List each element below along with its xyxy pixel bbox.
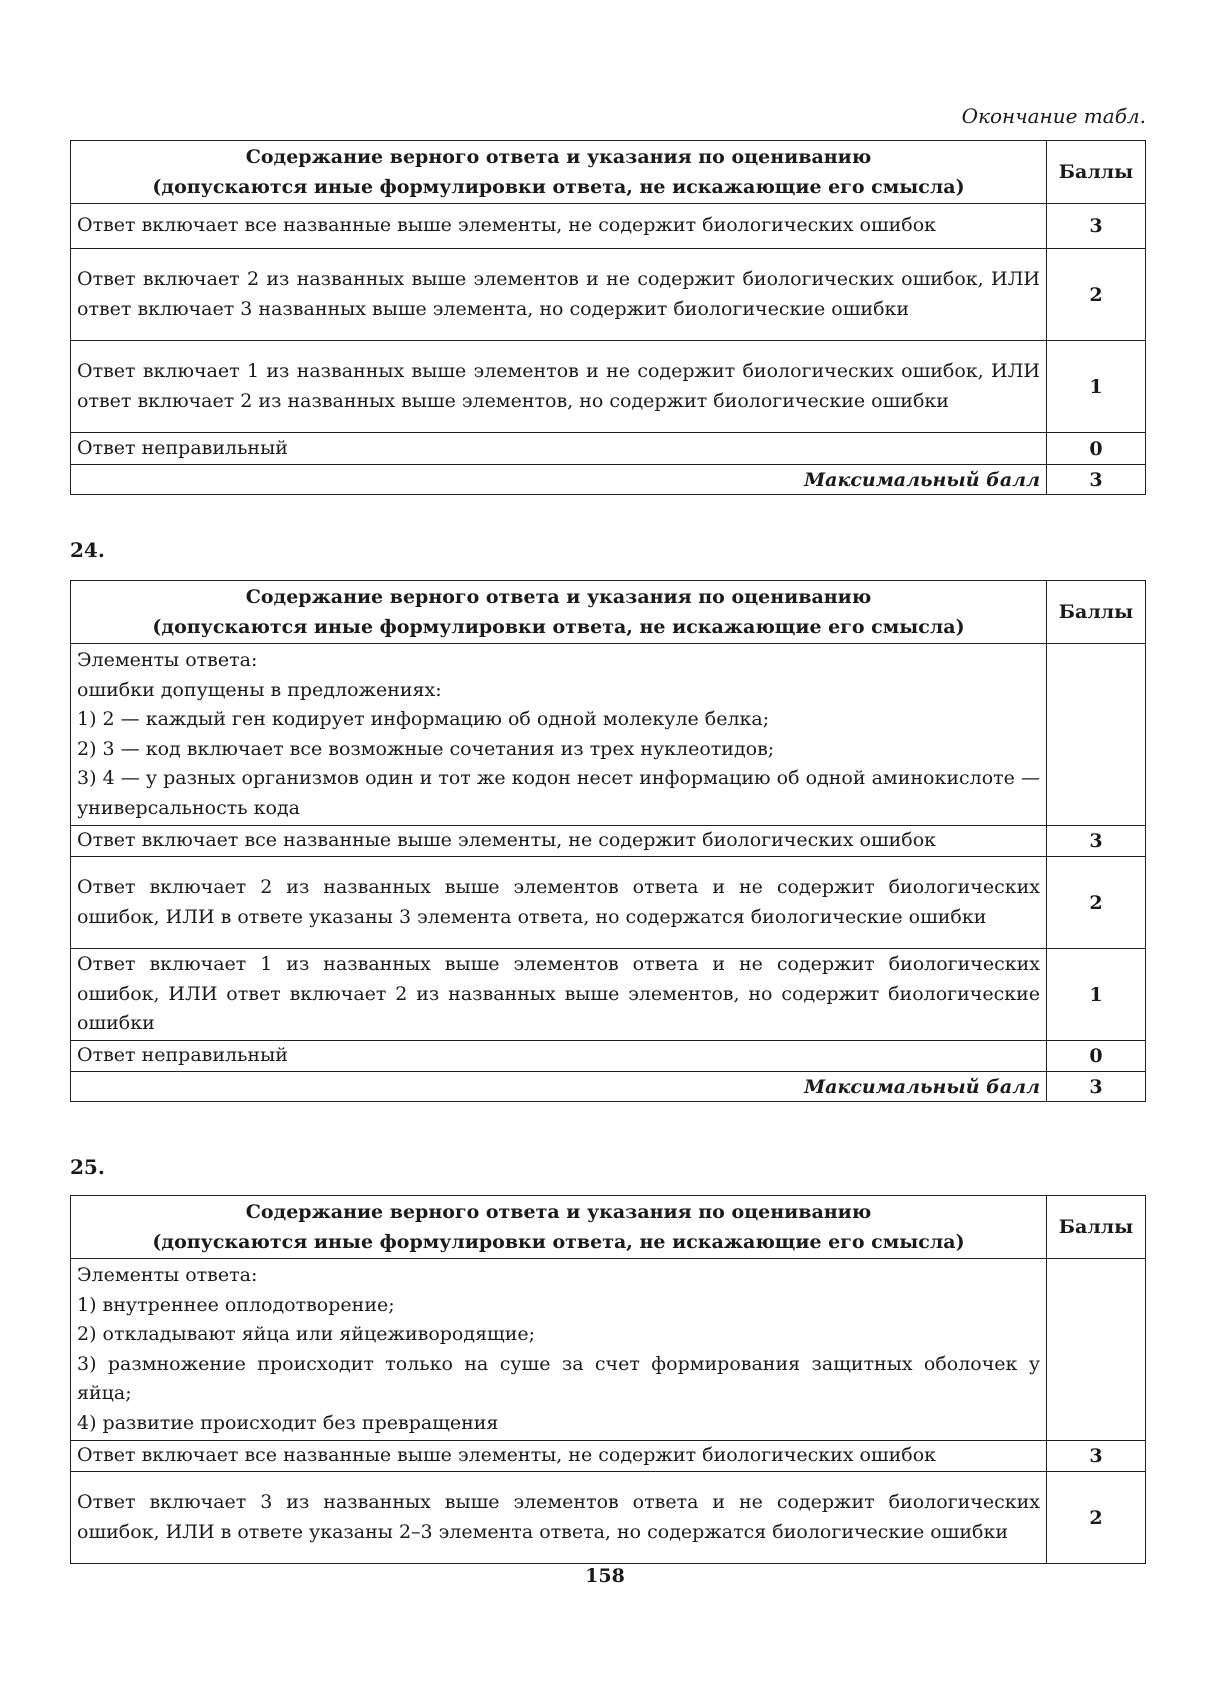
- criterion-text: Ответ включает 1 из названных выше элементов и не содержит биологических ошибок, ИЛИ ответ включает 2 из названных выше элементов, но содержит биологические ошибки: [71, 341, 1047, 433]
- element-line: Элементы ответа:: [77, 1264, 258, 1286]
- empty-points: [1047, 644, 1146, 826]
- criterion-points: 0: [1047, 1041, 1146, 1072]
- element-line: 4) развитие происходит без превращения: [77, 1411, 499, 1434]
- header-content: [71, 1196, 1047, 1259]
- table-row: [71, 857, 1146, 949]
- header-line: (допускаются иные формулировки ответа, не искажающие его смысла): [152, 616, 965, 638]
- answer-elements-row: [71, 644, 1146, 826]
- answer-elements: [71, 644, 1047, 826]
- criterion-points: 2: [1047, 1472, 1146, 1564]
- table-row: [71, 204, 1146, 249]
- table-row: [71, 826, 1146, 857]
- criterion-text: Ответ включает 2 из названных выше элементов и не содержит биологических ошибок, ИЛИ ответ включает 3 названных выше элемента, но содержит биологические ошибки: [71, 249, 1047, 341]
- header-line: (допускаются иные формулировки ответа, не искажающие его смысла): [152, 1231, 965, 1253]
- table-row: [71, 1472, 1146, 1564]
- criterion-points: 2: [1047, 249, 1146, 341]
- page-number: 158: [585, 1565, 625, 1587]
- answer-elements: [71, 1259, 1047, 1441]
- header-points: Баллы: [1047, 141, 1146, 204]
- element-line: 3) 4 — у разных организмов один и тот же кодон несет информацию об одной аминокислоте — универсальность кода: [77, 767, 1040, 819]
- table-header: [71, 581, 1146, 644]
- criterion-text: Ответ включает все названные выше элементы, не содержит биологических ошибок: [71, 826, 1047, 857]
- element-line: 2) откладывают яйца или яйцеживородящие;: [77, 1323, 536, 1345]
- table-row: [71, 949, 1146, 1041]
- criterion-points: 2: [1047, 857, 1146, 949]
- table-header: [71, 141, 1146, 204]
- grading-table-25: [70, 1195, 1146, 1564]
- header-points: Баллы: [1047, 581, 1146, 644]
- header-content: [71, 141, 1047, 204]
- element-line: 3) размножение происходит только на суше за счет формирования защитных оболочек у яйца;: [77, 1352, 1040, 1404]
- criterion-points: 1: [1047, 341, 1146, 433]
- header-line: (допускаются иные формулировки ответа, не искажающие его смысла): [152, 176, 965, 198]
- criterion-text: Ответ неправильный: [71, 1041, 1047, 1072]
- header-content: [71, 581, 1047, 644]
- element-line: 2) 3 — код включает все возможные сочетания из трех нуклеотидов;: [77, 737, 775, 760]
- max-score-label: Максимальный балл: [71, 465, 1047, 495]
- criterion-text: Ответ включает 1 из названных выше элементов ответа и не содержит биологических ошибок, ИЛИ ответ включает 2 из названных выше элементов, но содержит биологические ошибки: [71, 949, 1047, 1041]
- element-line: 1) внутреннее оплодотворение;: [77, 1293, 395, 1316]
- max-score-row: [71, 1072, 1146, 1102]
- max-score-label: Максимальный балл: [71, 1072, 1047, 1102]
- table-row: [71, 1041, 1146, 1072]
- table-row: [71, 433, 1146, 465]
- table-header: [71, 1196, 1146, 1259]
- task-number: 25.: [70, 1155, 105, 1179]
- criterion-points: 3: [1047, 204, 1146, 249]
- answer-elements-row: [71, 1259, 1146, 1441]
- criterion-points: 1: [1047, 949, 1146, 1041]
- max-score-row: [71, 465, 1146, 495]
- element-line: 1) 2 — каждый ген кодирует информацию об одной молекуле белка;: [77, 708, 770, 730]
- table-continuation-label: Окончание табл.: [961, 104, 1146, 128]
- max-score-value: 3: [1047, 1072, 1146, 1102]
- criterion-points: 3: [1047, 1441, 1146, 1472]
- table-row: [71, 1441, 1146, 1472]
- criterion-points: 0: [1047, 433, 1146, 465]
- criterion-text: Ответ включает все названные выше элементы, не содержит биологических ошибок: [71, 1441, 1047, 1472]
- header-line: Содержание верного ответа и указания по оцениванию: [245, 1201, 872, 1223]
- table-row: [71, 249, 1146, 341]
- criterion-text: Ответ включает все названные выше элементы, не содержит биологических ошибок: [71, 204, 1047, 249]
- header-line: Содержание верного ответа и указания по оцениванию: [245, 586, 872, 608]
- max-score-value: 3: [1047, 465, 1146, 495]
- task-number: 24.: [70, 538, 105, 562]
- empty-points: [1047, 1259, 1146, 1441]
- header-line: Содержание верного ответа и указания по оцениванию: [245, 146, 872, 168]
- criterion-text: Ответ неправильный: [71, 433, 1047, 465]
- criterion-text: Ответ включает 3 из названных выше элементов ответа и не содержит биологических ошибок, ИЛИ в ответе указаны 2–3 элемента ответа, но содержатся биологические ошибки: [71, 1472, 1047, 1564]
- element-line: ошибки допущены в предложениях:: [77, 678, 442, 701]
- grading-table-24: [70, 580, 1146, 1102]
- table-row: [71, 341, 1146, 433]
- criterion-text: Ответ включает 2 из названных выше элементов ответа и не содержит биологических ошибок, ИЛИ в ответе указаны 3 элемента ответа, но содержатся биологические ошибки: [71, 857, 1047, 949]
- header-points: Баллы: [1047, 1196, 1146, 1259]
- criterion-points: 3: [1047, 826, 1146, 857]
- grading-table-23: [70, 140, 1146, 495]
- element-line: Элементы ответа:: [77, 649, 258, 671]
